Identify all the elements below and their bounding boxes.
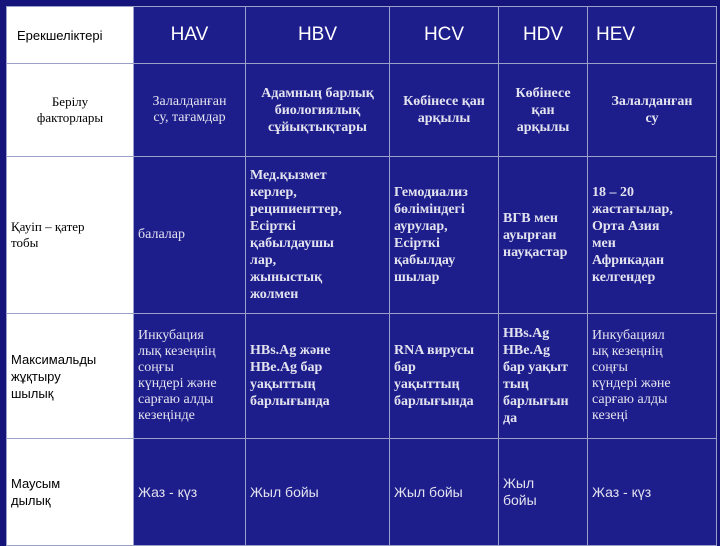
table-cell: балалар bbox=[134, 157, 246, 314]
table-cell: HBs.Ag және HBe.Ag бар уақыттың барлығында bbox=[246, 314, 390, 439]
table-cell: Жаз - күз bbox=[588, 439, 717, 546]
corner-label: Ерекшеліктері bbox=[7, 7, 134, 64]
row-label-seasonality: Маусым дылық bbox=[7, 439, 134, 546]
table-cell: 18 – 20 жастағылар, Орта Азия мен Африкадан келгендер bbox=[588, 157, 717, 314]
column-header-hav: HAV bbox=[134, 7, 246, 64]
table-row-transmission bbox=[7, 64, 717, 157]
header-row bbox=[7, 7, 717, 64]
column-header-hbv: HBV bbox=[246, 7, 390, 64]
table-cell: Жыл бойы bbox=[246, 439, 390, 546]
table-cell: Залалданған су, тағамдар bbox=[134, 64, 246, 157]
table-cell: HBs.Ag HBe.Ag бар уақыт тың барлығын да bbox=[499, 314, 588, 439]
row-label-risk-group: Қауіп – қатер тобы bbox=[7, 157, 134, 314]
table-cell: Мед.қызмет керлер, реципиенттер, Есірткі қабылдаушы лар, жыныстық жолмен bbox=[246, 157, 390, 314]
comparison-table bbox=[6, 6, 717, 546]
table-cell: Көбінесе қан арқылы bbox=[390, 64, 499, 157]
table-row-seasonality bbox=[7, 439, 717, 546]
table-cell: Гемодиализ бөліміндегі аурулар, Есірткі қабылдау шылар bbox=[390, 157, 499, 314]
row-label-transmission: Берілу факторлары bbox=[7, 64, 134, 157]
table-row-max-contagiousness bbox=[7, 314, 717, 439]
table-cell: Инкубация лық кезеңнің соңғы күндері және сарғаю алды кезеңінде bbox=[134, 314, 246, 439]
table-cell: Жаз - күз bbox=[134, 439, 246, 546]
row-label-max-contagiousness: Максимальды жұқтыру шылық bbox=[7, 314, 134, 439]
column-header-hev: HEV bbox=[588, 7, 717, 64]
table-row-risk-group bbox=[7, 157, 717, 314]
table-cell: Көбінесе қан арқылы bbox=[499, 64, 588, 157]
column-header-hdv: HDV bbox=[499, 7, 588, 64]
table-cell: RNA вирусы бар уақыттың барлығында bbox=[390, 314, 499, 439]
table-cell: Адамның барлық биологиялық сұйықтықтары bbox=[246, 64, 390, 157]
table-cell: ВГВ мен ауырған науқастар bbox=[499, 157, 588, 314]
column-header-hcv: HCV bbox=[390, 7, 499, 64]
table-cell: Жыл бойы bbox=[499, 439, 588, 546]
table-cell: Инкубациял ық кезеңнің соңғы күндері және сарғаю алды кезеңі bbox=[588, 314, 717, 439]
table-cell: Залалданған су bbox=[588, 64, 717, 157]
table-cell: Жыл бойы bbox=[390, 439, 499, 546]
